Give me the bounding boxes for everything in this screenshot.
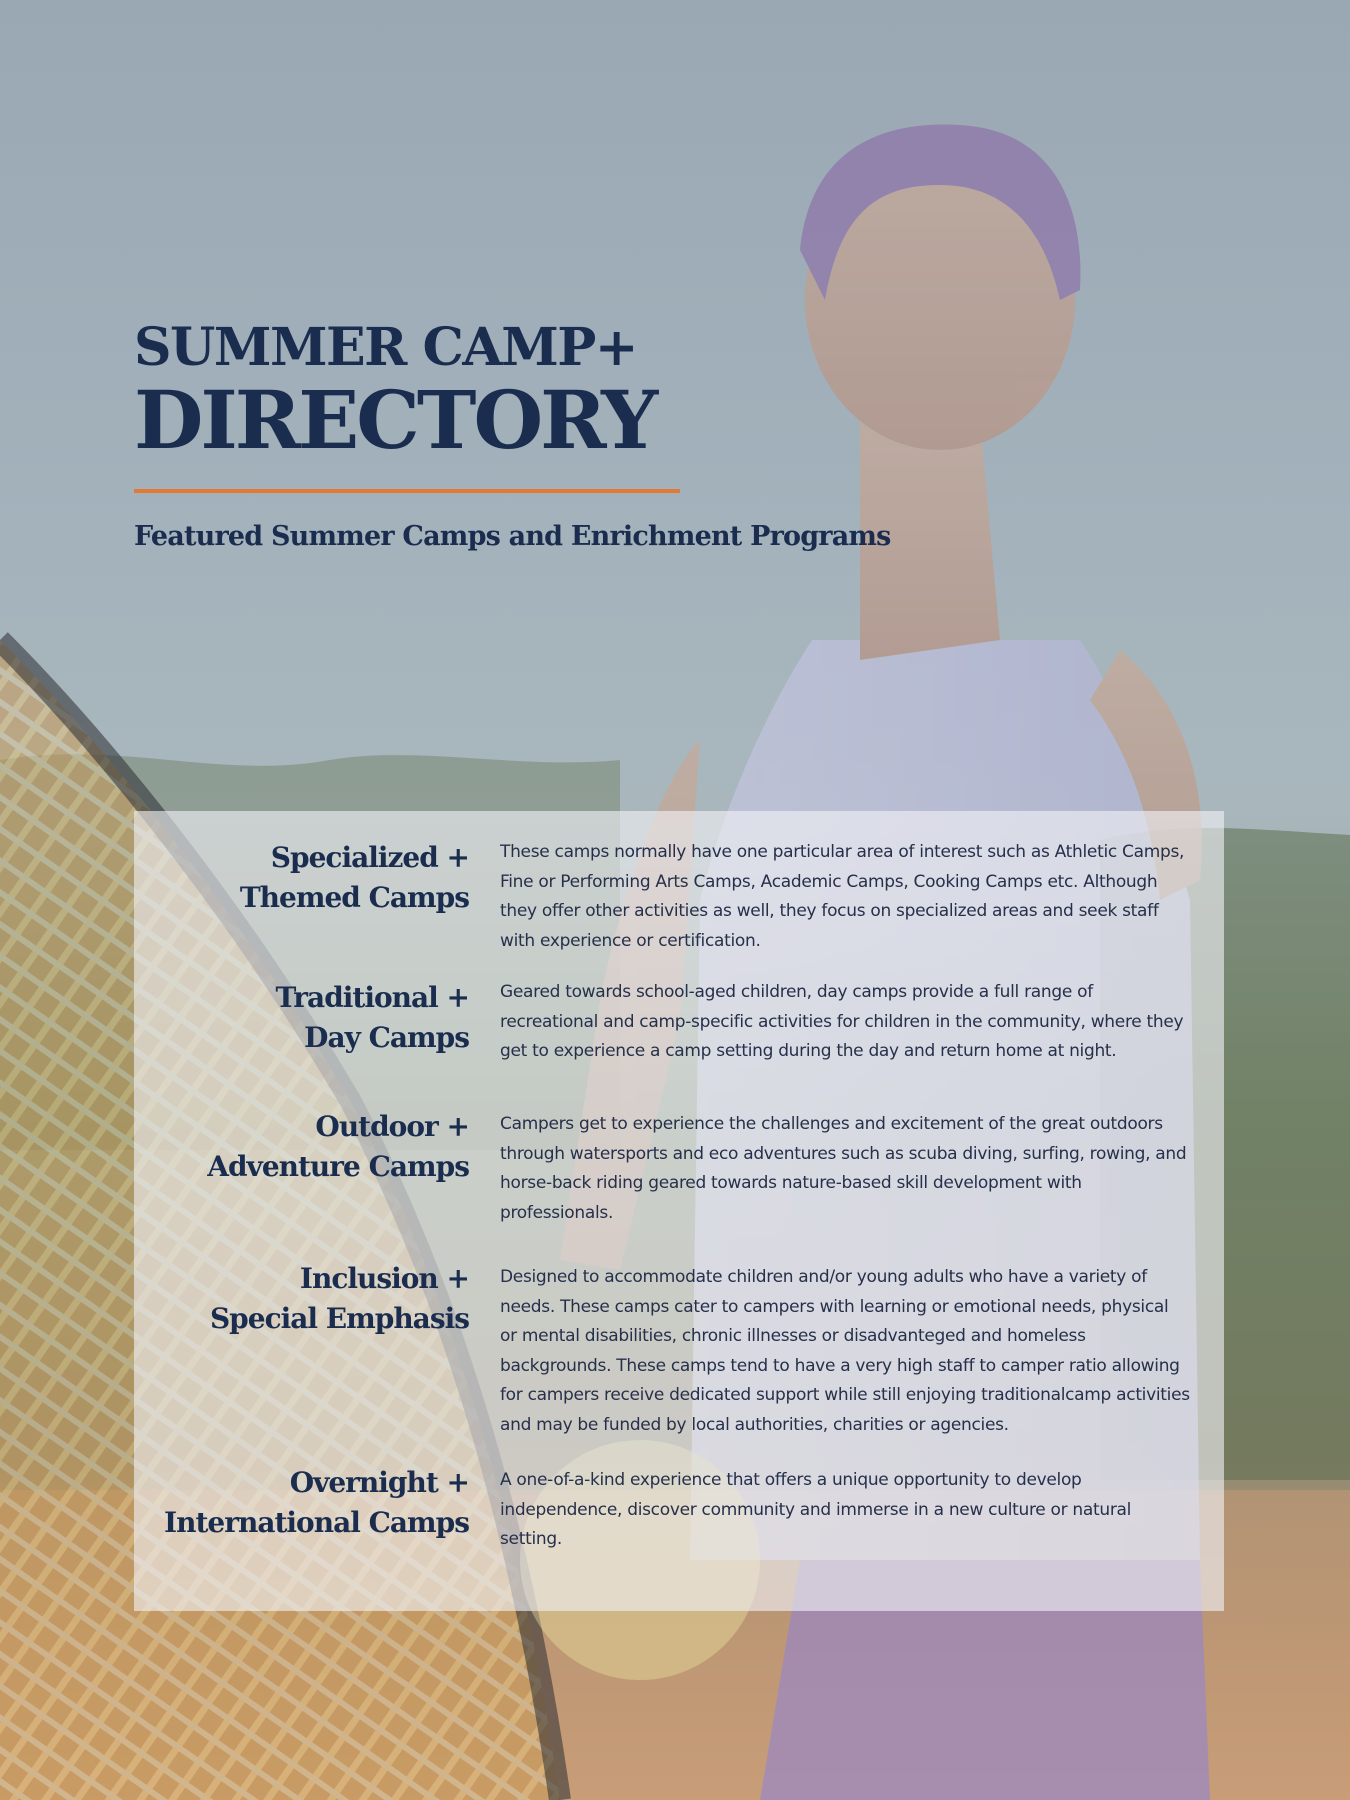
category-description-traditional: Geared towards school-aged children, day camps provide a full range of recreational and camp-specific activities for children in the community, where they get to experience a camp setting during the day and return home at night. — [500, 982, 1184, 1061]
category-description-outdoor: Campers get to experience the challenges and excitement of the great outdoors through watersports and eco adventures such as scuba diving, surfing, rowing, and horse-back riding geared towards nature-based skill development with professionals. — [500, 1114, 1187, 1223]
category-title-line: Specialized + — [270, 841, 469, 874]
category-title-traditional — [134, 978, 469, 1058]
category-title-line: Day Camps — [304, 1021, 469, 1054]
category-title-outdoor — [134, 1107, 469, 1187]
title-block — [134, 317, 834, 467]
category-title-inclusion — [134, 1259, 469, 1339]
category-description-inclusion: Designed to accommodate children and/or young adults who have a variety of needs. These camps cater to campers with learning or emotional needs, physical or mental disabilities, chronic illnesses or disadvanteged and homeless backgrounds. These camps tend to have a very high staff to camper ratio allowing for campers receive dedicated support while still enjoying traditionalcamp activities and may be funded by local authorities, charities or agencies. — [500, 1267, 1190, 1435]
title-line-2: DIRECTORY — [134, 373, 656, 467]
category-title-overnight — [134, 1463, 469, 1543]
category-title-line: Outdoor + — [315, 1110, 469, 1143]
category-title-line: Themed Camps — [239, 881, 469, 914]
title-divider — [134, 489, 680, 493]
category-description-overnight: A one-of-a-kind experience that offers a unique opportunity to develop independence, discover community and immerse in a new culture or natural setting. — [500, 1470, 1132, 1549]
category-title-line: Special Emphasis — [209, 1302, 469, 1335]
category-title-line: Overnight + — [289, 1466, 469, 1499]
category-title-specialized — [134, 838, 469, 918]
page-subtitle: Featured Summer Camps and Enrichment Programs — [134, 521, 891, 552]
category-description-specialized: These camps normally have one particular area of interest such as Athletic Camps, Fine or Performing Arts Camps, Academic Camps, Cooking Camps etc. Although they offer other activities as well, they focus on specialized areas and seek staff with experience or certification. — [500, 842, 1185, 951]
category-title-line: Traditional + — [275, 981, 469, 1014]
category-title-line: International Camps — [164, 1506, 469, 1539]
category-title-line: Inclusion + — [299, 1262, 469, 1295]
title-line-1: SUMMER CAMP+ — [134, 317, 637, 378]
category-title-line: Adventure Camps — [207, 1150, 469, 1183]
